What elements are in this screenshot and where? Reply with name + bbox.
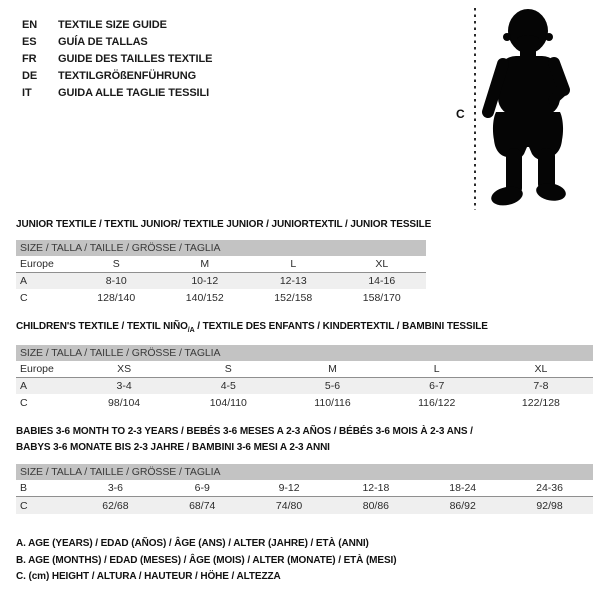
junior-table-title: JUNIOR TEXTILE / TEXTIL JUNIOR/ TEXTILE JUNIOR / JUNIORTEXTIL / JUNIOR TESSILE	[16, 219, 432, 230]
language-row-es	[22, 33, 212, 50]
table-row	[16, 273, 426, 289]
junior-size-table	[16, 240, 426, 306]
footnote-c: C. (cm) HEIGHT / ALTURA / HAUTEUR / HÖHE / ALTEZZA	[16, 571, 281, 582]
row-label: C	[20, 396, 28, 409]
table-cell: 98/104	[108, 396, 141, 409]
language-code: DE	[22, 69, 38, 82]
language-row-fr	[22, 50, 212, 67]
table-cell: XL	[375, 258, 389, 270]
table-cell: 74/80	[275, 499, 303, 512]
size-header-bar: SIZE / TALLA / TAILLE / GRÖSSE / TAGLIA	[16, 464, 593, 480]
table-cell: 24-36	[536, 482, 563, 494]
table-row	[16, 497, 593, 514]
language-code: FR	[22, 52, 37, 65]
footnotes	[16, 536, 396, 586]
table-cell: L	[433, 363, 440, 375]
table-cell: 12-18	[362, 482, 390, 494]
table-cell: 14-16	[368, 275, 396, 287]
language-title: GUIDA ALLE TAGLIE TESSILI	[58, 86, 210, 99]
language-row-it	[22, 84, 212, 101]
babies-title-line2: BABYS 3-6 MONATE BIS 2-3 JAHRE / BAMBINI 3-6 MESI A 2-3 ANNI	[16, 442, 330, 453]
baby-height-figure	[450, 0, 600, 215]
table-cell: S	[112, 258, 120, 270]
table-cell: 158/170	[362, 291, 401, 304]
table-row	[16, 480, 593, 497]
babies-table-title	[16, 424, 473, 456]
language-title: TEXTILE SIZE GUIDE	[58, 18, 167, 31]
table-cell: 110/116	[314, 396, 351, 409]
table-cell: 128/140	[97, 291, 136, 304]
table-cell: 140/152	[185, 291, 224, 304]
table-cell: 116/122	[418, 396, 456, 409]
language-title: TEXTILGRÖßENFÜHRUNG	[58, 69, 197, 82]
footnote-b: B. AGE (MONTHS) / EDAD (MESES) / ÂGE (MOIS) / ALTER (MONATE) / ETÀ (MESI)	[16, 554, 397, 566]
babies-title-line1: BABIES 3-6 MONTH TO 2-3 YEARS / BEBÉS 3-6 MESES A 2-3 AÑOS / BÉBÉS 3-6 MOIS À 2-3 ANS /	[16, 426, 473, 437]
table-cell: M	[200, 258, 210, 270]
language-title: GUIDE DES TAILLES TEXTILE	[58, 52, 213, 65]
table-row	[16, 378, 593, 394]
table-cell: 12-13	[279, 275, 307, 287]
table-cell: 86/92	[449, 499, 476, 512]
table-cell: L	[290, 258, 297, 270]
language-row-en	[22, 16, 212, 33]
language-row-de	[22, 67, 212, 84]
children-table-title	[16, 319, 488, 339]
table-row	[16, 394, 593, 411]
language-title: GUÍA DE TALLAS	[58, 35, 148, 48]
row-label: C	[20, 291, 28, 304]
row-label: B	[20, 482, 28, 494]
table-cell: 4-5	[220, 380, 236, 392]
children-title-text: CHILDREN'S TEXTILE / TEXTIL NIÑO	[16, 321, 188, 332]
table-cell: M	[328, 363, 337, 375]
table-cell: 6-9	[194, 482, 210, 494]
table-cell: 62/68	[102, 499, 129, 512]
table-cell: 122/128	[521, 396, 560, 409]
language-code: ES	[22, 35, 37, 48]
table-cell: 104/110	[209, 396, 247, 409]
table-cell: XS	[117, 363, 132, 375]
table-cell: 7-8	[533, 380, 549, 392]
baby-silhouette-icon	[450, 0, 600, 215]
height-measure-label: C	[456, 107, 465, 121]
language-code: EN	[22, 18, 38, 31]
children-title-subscript: /A	[187, 327, 195, 334]
babies-size-table	[16, 464, 593, 514]
table-cell: 3-6	[107, 482, 123, 494]
table-cell: XL	[534, 363, 548, 375]
table-cell: 68/74	[189, 499, 216, 512]
table-cell: 10-12	[191, 275, 219, 287]
table-row	[16, 361, 593, 378]
table-cell: 9-12	[278, 482, 300, 494]
children-size-table	[16, 345, 593, 411]
table-cell: 3-4	[116, 380, 132, 392]
table-cell: 8-10	[105, 275, 127, 287]
row-label: C	[20, 499, 28, 512]
children-title-text: / TEXTILE DES ENFANTS / KINDERTEXTIL / BAMBINI TESSILE	[194, 321, 488, 332]
row-label: A	[20, 380, 28, 392]
footnote-a: A. AGE (YEARS) / EDAD (AÑOS) / ÂGE (ANS) / ALTER (JAHRE) / ETÀ (ANNI)	[16, 538, 369, 549]
table-cell: S	[224, 363, 232, 375]
row-label: A	[20, 275, 28, 287]
row-label: Europe	[20, 363, 54, 375]
size-header-bar: SIZE / TALLA / TAILLE / GRÖSSE / TAGLIA	[16, 345, 593, 361]
size-header-bar: SIZE / TALLA / TAILLE / GRÖSSE / TAGLIA	[16, 240, 426, 256]
row-label: Europe	[20, 258, 54, 270]
table-cell: 6-7	[429, 380, 445, 392]
table-cell: 152/158	[274, 291, 313, 304]
language-code: IT	[22, 86, 32, 99]
table-cell: 5-6	[324, 380, 341, 392]
table-cell: 92/98	[536, 499, 563, 512]
table-cell: 80/86	[362, 499, 390, 512]
table-cell: 18-24	[449, 482, 477, 494]
language-title-list	[22, 16, 212, 101]
table-row	[16, 256, 426, 273]
table-row	[16, 289, 426, 306]
